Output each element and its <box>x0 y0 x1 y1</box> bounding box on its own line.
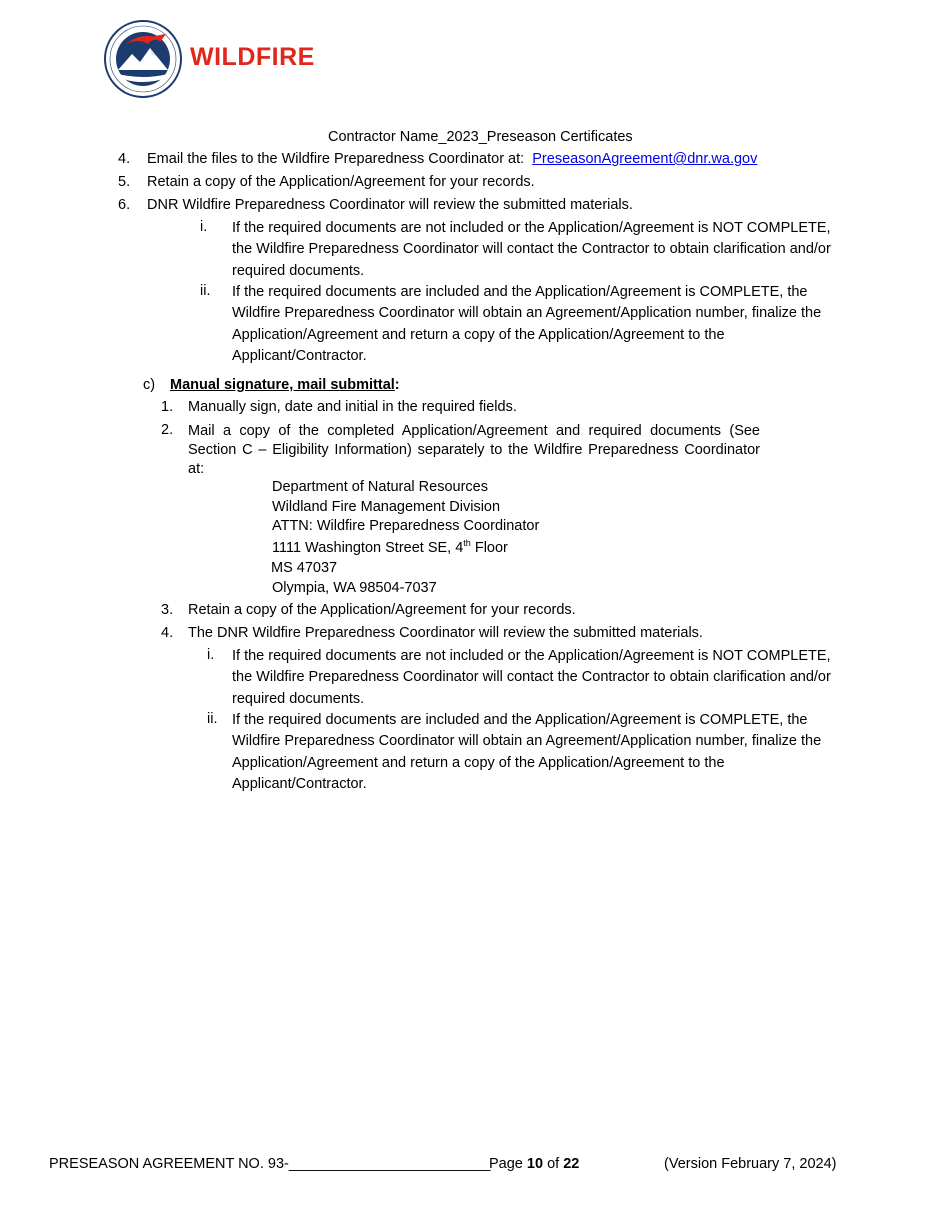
page-current: 10 <box>526 1156 544 1172</box>
manual-step-number: 4. <box>161 625 174 641</box>
wildfire-wordmark: WILDFIRE <box>190 43 315 71</box>
address-line-street <box>272 538 508 556</box>
address-line: Olympia, WA 98504-7037 <box>272 580 437 596</box>
email-step-text: DNR Wildfire Preparedness Coordinator will review the submitted materials. <box>147 197 633 213</box>
dnr-seal-icon <box>104 20 182 98</box>
email-step-label: Email the files to the Wildfire Preparedness Coordinator at: <box>147 151 525 167</box>
review-item-text: If the required documents are not included or the Application/Agreement is NOT COMPLETE, the Wildfire Preparedness Coordinator will contact the Contractor to obtain clarification and/or required documents. <box>232 220 831 279</box>
manual-step-number: 3. <box>161 602 174 618</box>
review-item-number: i. <box>200 219 208 235</box>
coordinator-email-link[interactable]: PreseasonAgreement@dnr.wa.gov <box>532 151 758 167</box>
footer-page-number <box>489 1156 579 1172</box>
document-title: Contractor Name_2023_Preseason Certificates <box>328 129 633 145</box>
review-item-text: If the required documents are not included or the Application/Agreement is NOT COMPLETE, the Wildfire Preparedness Coordinator will contact the Contractor to obtain clarification and/or required documents. <box>232 648 831 707</box>
review-item-text: If the required documents are included and the Application/Agreement is COMPLETE, the Wildfire Preparedness Coordinator will obtain an Agreement/Application number, finalize the Application/Agreement and return a copy of the Application/Agreement to the Applicant/Contractor. <box>232 712 822 792</box>
address-line: Wildland Fire Management Division <box>272 499 501 515</box>
address-line: ATTN: Wildfire Preparedness Coordinator <box>272 518 540 534</box>
manual-heading-text: Manual signature, mail submittal <box>170 377 395 393</box>
section-letter: c) <box>143 377 156 393</box>
review-item-number: ii. <box>207 711 218 727</box>
address-line: Department of Natural Resources <box>272 479 488 495</box>
manual-step-number: 1. <box>161 399 174 415</box>
email-step-number: 5. <box>118 174 131 190</box>
email-step-number: 6. <box>118 197 131 213</box>
footer-version: (Version February 7, 2024) <box>664 1156 837 1172</box>
email-step-text <box>147 151 757 167</box>
manual-step-text: Manually sign, date and initial in the required fields. <box>188 399 517 415</box>
floor-text: Floor <box>470 539 508 556</box>
address-line: MS 47037 <box>271 560 338 576</box>
manual-step-number: 2. <box>161 422 174 438</box>
manual-step-text: The DNR Wildfire Preparedness Coordinator will review the submitted materials. <box>188 625 703 641</box>
email-step-text: Retain a copy of the Application/Agreement for your records. <box>147 174 535 190</box>
manual-section-heading <box>170 377 400 393</box>
manual-heading-colon: : <box>394 377 400 393</box>
manual-step-text: Mail a copy of the completed Application/Agreement and required documents (See Section C – Eligibility Information) separately to the Wildfire Preparedness Coordinator at: <box>188 423 760 478</box>
footer-agreement-number: PRESEASON AGREEMENT NO. 93-_________________________ <box>49 1156 491 1172</box>
floor-ordinal: th <box>463 538 471 548</box>
page-word: Page <box>489 1156 523 1172</box>
review-item-number: i. <box>207 647 215 663</box>
manual-step-text: Retain a copy of the Application/Agreement for your records. <box>188 602 576 618</box>
page-total: 22 <box>563 1156 580 1172</box>
street-text: 1111 Washington Street SE, 4 <box>272 539 464 556</box>
review-item-number: ii. <box>200 283 211 299</box>
header-logo <box>104 20 314 100</box>
page-of: of <box>547 1156 560 1172</box>
review-item-text: If the required documents are included and the Application/Agreement is COMPLETE, the Wildfire Preparedness Coordinator will obtain an Agreement/Application number, finalize the Application/Agreement and return a copy of the Application/Agreement to the Applicant/Contractor. <box>232 284 822 364</box>
email-step-number: 4. <box>118 151 131 167</box>
